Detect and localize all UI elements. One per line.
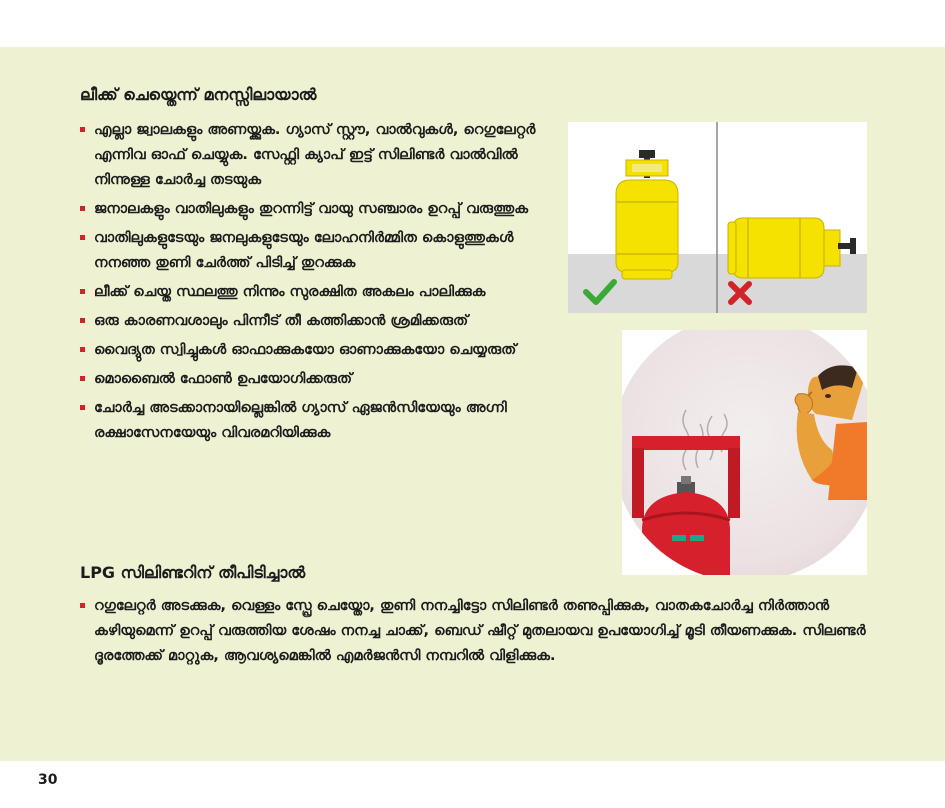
list-item [80, 226, 570, 276]
fire-instructions-list [80, 594, 870, 673]
list-item-text: വാതിലുകളുടേയും ജനലുകളുടേയും ലോഹനിർമ്മിത കൊളുത്തുകൾ നനഞ്ഞ തുണി ചേർത്ത് പിടിച്ച് തുറക്കുക [94, 230, 514, 271]
bullet-marker [80, 289, 85, 294]
gas-leak-smell-illustration [622, 330, 867, 575]
list-item [80, 118, 570, 193]
list-item-text: ചോർച്ച അടക്കാനായില്ലെങ്കിൽ ഗ്യാസ് ഏജൻസിയേയും അഗ്നി രക്ഷാസേനയേയും വിവരമറിയിക്കുക [94, 400, 507, 441]
list-item [80, 309, 570, 334]
list-item [80, 280, 570, 305]
list-item-text: ലീക്ക് ചെയ്ത സ്ഥലത്തു നിന്നും സുരക്ഷിത അകലം പാലിക്കുക [94, 284, 486, 300]
list-item-text: ജനാലകളും വാതിലുകളും തുറന്നിട്ട് വായു സഞ്ചാരം ഉറപ്പ് വരുത്തുക [94, 201, 529, 217]
bullet-marker [80, 603, 85, 608]
list-item-text: മൊബൈൽ ഫോൺ ഉപയോഗിക്കരുത് [94, 371, 353, 387]
bullet-marker [80, 206, 85, 211]
list-item [80, 396, 570, 446]
list-item [80, 594, 870, 669]
bullet-marker [80, 318, 85, 323]
list-item-text: എല്ലാ ജ്വാലകളും അണയ്ക്കുക. ഗ്യാസ് സ്റ്റൗ, വാൽവുകൾ, റെഗുലേറ്റർ എന്നിവ ഓഫ് ചെയ്യുക. സേഫ്റ്റി ക്യാപ് ഇട്ട് സിലിണ്ടർ വാൽവിൽ നിന്നുള്ള ചോർച്ച തടയുക [94, 122, 536, 188]
section-heading-leak: ലീക്ക് ചെയ്തെന്ന് മനസ്സിലായാൽ [80, 85, 317, 104]
section-heading-fire: LPG സിലിണ്ടറിന് തീപിടിച്ചാൽ [80, 563, 306, 582]
list-item-text: ഒരു കാരണവശാലും പിന്നീട് തീ കത്തിക്കാൻ ശ്രമിക്കരുത് [94, 313, 469, 329]
leak-instructions-list [80, 118, 570, 450]
list-item [80, 338, 570, 363]
bullet-marker [80, 376, 85, 381]
page-number: 30 [38, 772, 58, 788]
list-item-text: വൈദ്യുത സ്വിച്ചുകൾ ഓഫാക്കുകയോ ഓണാക്കുകയോ ചെയ്യരുത് [94, 342, 517, 358]
bullet-marker [80, 405, 85, 410]
bullet-marker [80, 235, 85, 240]
list-item [80, 197, 570, 222]
cylinder-upright-vs-lying-illustration [568, 122, 867, 313]
bullet-marker [80, 127, 85, 132]
bullet-marker [80, 347, 85, 352]
list-item [80, 367, 570, 392]
list-item-text: റഗുലേറ്റർ അടക്കുക, വെള്ളം സ്പ്രേ ചെയ്തോ, തുണി നനച്ചിട്ടോ സിലിണ്ടർ തണുപ്പിക്കുക, വാതകചോർച്ച നിർത്താൻ കഴിയുമെന്ന് ഉറപ്പ് വരുത്തിയ ശേഷം നനച്ച ചാക്ക്, ബെഡ് ഷീറ്റ് മുതലായവ ഉപയോഗിച്ച് മൂടി തീയണക്കുക. സിലണ്ടർ ദൂരത്തേക്ക് മാറ്റുക, ആവശ്യമെങ്കിൽ എമർജൻസി നമ്പറിൽ വിളിക്കുക. [94, 598, 866, 664]
